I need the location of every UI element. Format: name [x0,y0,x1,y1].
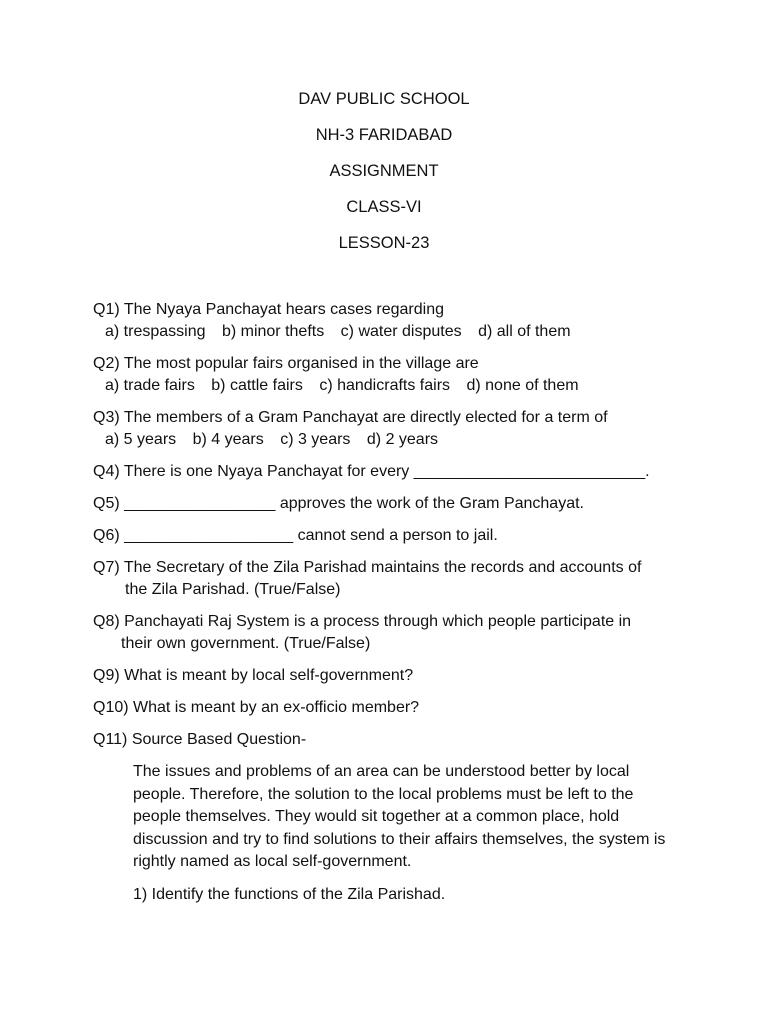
question-text: Q10) What is meant by an ex-officio member? [93,699,420,716]
class-label: CLASS-VI [346,198,422,216]
option-d: d) all of them [478,323,571,340]
option-c: c) 3 years [280,431,351,448]
question-7 [93,557,693,601]
question-text: Q4) There is one Nyaya Panchayat for every __________________________. [93,463,650,480]
option-d: d) none of them [466,377,579,394]
question-text: Q6) ___________________ cannot send a person to jail. [93,527,498,544]
question-8 [93,611,693,655]
question-text: Q5) _________________ approves the work of the Gram Panchayat. [93,495,584,512]
question-continuation: the Zila Parishad. (True/False) [125,581,341,598]
options-row [93,375,693,397]
question-3 [93,407,693,451]
question-5 [93,493,693,515]
option-a: a) trade fairs [105,377,195,394]
question-9 [93,665,693,687]
option-d: d) 2 years [366,431,439,448]
question-text: Q9) What is meant by local self-government? [93,667,414,684]
question-list [93,299,693,906]
question-1 [93,299,693,343]
option-c: c) handicrafts fairs [319,377,451,394]
document-header [0,88,768,268]
document-type: ASSIGNMENT [329,162,439,180]
question-text: Q8) Panchayati Raj System is a process through which people participate in [93,613,632,630]
question-11 [93,729,693,751]
options-row [93,429,693,451]
option-a: a) 5 years [105,431,177,448]
option-c: c) water disputes [340,323,462,340]
question-continuation: their own government. (True/False) [121,635,371,652]
question-text: Q1) The Nyaya Panchayat hears cases regarding [93,301,445,318]
options-row [93,321,693,343]
school-name: DAV PUBLIC SCHOOL [298,90,470,108]
source-passage: The issues and problems of an area can be understood better by local people. Therefore, the solution to the local problems must be left to the people themselves. They would sit together at a common place, hold discussion and try to find solutions to their affairs themselves, the system is rightly named as local self-government. [133,763,666,870]
lesson-label: LESSON-23 [338,234,430,252]
school-address: NH-3 FARIDABAD [315,126,453,144]
option-b: b) minor thefts [221,323,325,340]
question-text: Q7) The Secretary of the Zila Parishad maintains the records and accounts of [93,559,642,576]
option-b: b) 4 years [192,431,264,448]
question-6 [93,525,693,547]
question-4 [93,461,693,483]
question-text: Q11) Source Based Question- [93,731,307,748]
sub-question-1: 1) Identify the functions of the Zila Parishad. [133,885,446,903]
question-text: Q2) The most popular fairs organised in the village are [93,355,479,372]
question-10 [93,697,693,719]
question-2 [93,353,693,397]
question-text: Q3) The members of a Gram Panchayat are directly elected for a term of [93,409,608,426]
option-a: a) trespassing [105,323,206,340]
option-b: b) cattle fairs [211,377,303,394]
